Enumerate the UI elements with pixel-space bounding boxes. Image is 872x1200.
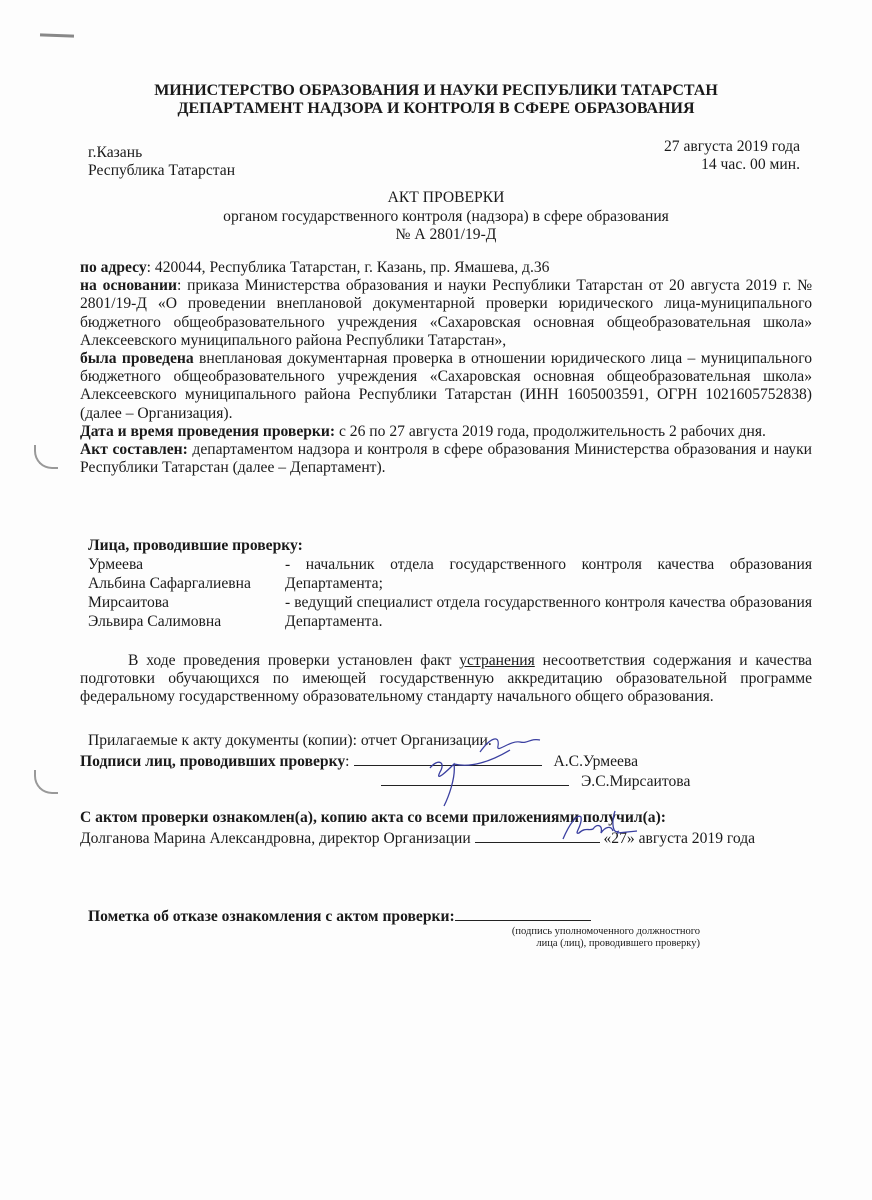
dates-label: Дата и время проведения проверки: bbox=[80, 422, 336, 440]
signatures-colon: : bbox=[345, 753, 350, 770]
address-label: по адресу bbox=[80, 259, 147, 276]
inspector-position: - начальник отдела государственного контроля качества образования Департамента; bbox=[285, 556, 812, 592]
act-body bbox=[80, 259, 812, 477]
refusal-note bbox=[470, 926, 700, 950]
refusal-note-line1: (подпись уполномоченного должностного bbox=[511, 926, 700, 937]
signatures-label: Подписи лиц, проводивших проверку bbox=[80, 753, 346, 770]
finding-before: В ходе проведения проверки установлен факт bbox=[128, 652, 460, 669]
ministry-name: МИНИСТЕРСТВО ОБРАЗОВАНИЯ И НАУКИ РЕСПУБЛИКИ ТАТАРСТАН bbox=[154, 82, 718, 99]
finding-paragraph bbox=[80, 652, 812, 707]
dates-paragraph bbox=[80, 423, 812, 441]
director-name: Долганова Марина Александровна, директор Организации bbox=[80, 829, 471, 847]
inspectors-heading: Лица, проводившие проверку: bbox=[88, 537, 303, 554]
composed: департаментом надзора и контроля в сфере образования Министерства образования и науки Республики Татарстан (далее – Департамент). bbox=[80, 441, 812, 477]
place-block bbox=[88, 144, 235, 180]
address-paragraph bbox=[80, 259, 812, 277]
refusal-block bbox=[88, 906, 591, 926]
basis: : приказа Министерства образования и науки Республики Татарстан от 20 августа 2019 г. № 2801/19-Д «О проведении внеплановой документарной проверки юридического лица-муниципального бюджетного общеобразовательного учреждения «Сахаровская основная общеобразовательная школа» Алексеевского муниципального района Республики Татарстан», bbox=[80, 277, 812, 349]
act-title bbox=[80, 189, 812, 245]
conducted-label: была проведена bbox=[80, 350, 194, 368]
acknowledgement-label: С актом проверки ознакомлен(а), копию акта со всеми приложениями получил(а): bbox=[80, 809, 666, 826]
refusal-signature-line bbox=[455, 906, 591, 921]
inspector-signatures-icon bbox=[410, 728, 560, 808]
basis-label: на основании bbox=[80, 277, 177, 295]
inspector-surname: Мирсаитова bbox=[88, 594, 169, 611]
refusal-label: Пометка об отказе ознакомления с актом проверки: bbox=[88, 908, 455, 925]
city: г.Казань bbox=[88, 144, 143, 161]
inspector-surname: Урмеева bbox=[88, 556, 144, 573]
refusal-note-line2: лица (лиц), проводившего проверку) bbox=[536, 938, 700, 949]
attachments: Прилагаемые к акту документы (копии): отчет Организации. bbox=[88, 732, 492, 749]
punch-hole-mark bbox=[34, 445, 58, 469]
title-sub: органом государственного контроля (надзора) в сфере образования bbox=[223, 207, 669, 225]
acknowledgement-block bbox=[80, 809, 755, 848]
datetime-block bbox=[664, 138, 800, 174]
composed-label: Акт составлен: bbox=[80, 441, 188, 459]
act-time: 14 час. 00 мин. bbox=[701, 156, 800, 173]
conducted-paragraph bbox=[80, 350, 812, 423]
staple-mark bbox=[40, 33, 74, 37]
director-signature-icon bbox=[555, 805, 645, 845]
inspector-given-names: Эльвира Салимовна bbox=[88, 613, 222, 630]
signer-2: Э.С.Мирсаитова bbox=[581, 773, 691, 790]
address: : 420044, Республика Татарстан, г. Казань, пр. Ямашева, д.36 bbox=[146, 259, 550, 276]
conducted: внеплановая документарная проверка в отношении юридического лица – муниципального бюджетного общеобразовательного учреждения «Сахаровская основная общеобразовательная школа» Алексеевского муниципального района Республики Татарстан (ИНН 1605003591, ОГРН 1021605752838) (далее – Организация). bbox=[80, 350, 812, 422]
act-number: № А 2801/19-Д bbox=[395, 226, 497, 243]
inspector-row bbox=[88, 555, 812, 593]
department-name: ДЕПАРТАМЕНТ НАДЗОРА И КОНТРОЛЯ В СФЕРЕ ОБРАЗОВАНИЯ bbox=[177, 100, 695, 117]
finding-underlined: устранения bbox=[459, 652, 535, 669]
inspector-row bbox=[88, 593, 812, 631]
acknowledgement-date: «27» августа 2019 года bbox=[603, 829, 756, 847]
inspectors-block bbox=[88, 536, 812, 631]
inspector-position: - ведущий специалист отдела государственного контроля качества образования Департамента. bbox=[285, 594, 812, 630]
composed-paragraph bbox=[80, 441, 812, 477]
document-header bbox=[0, 82, 872, 118]
title-main: АКТ ПРОВЕРКИ bbox=[387, 189, 505, 206]
signer-1: А.С.Урмеева bbox=[553, 753, 638, 770]
region: Республика Татарстан bbox=[88, 162, 236, 179]
inspector-given-names: Альбина Сафаргалиевна bbox=[88, 575, 251, 592]
finding-after: несоответствия содержания и качества подготовки обучающихся по имеющей государственную аккредитацию образовательной программе федеральному государственному образовательному стандарту начального общего образования. bbox=[80, 652, 812, 706]
dates: с 26 по 27 августа 2019 года, продолжительность 2 рабочих дня. bbox=[335, 422, 766, 440]
act-date: 27 августа 2019 года bbox=[663, 138, 800, 155]
basis-paragraph bbox=[80, 277, 812, 350]
punch-hole-mark bbox=[34, 770, 58, 794]
